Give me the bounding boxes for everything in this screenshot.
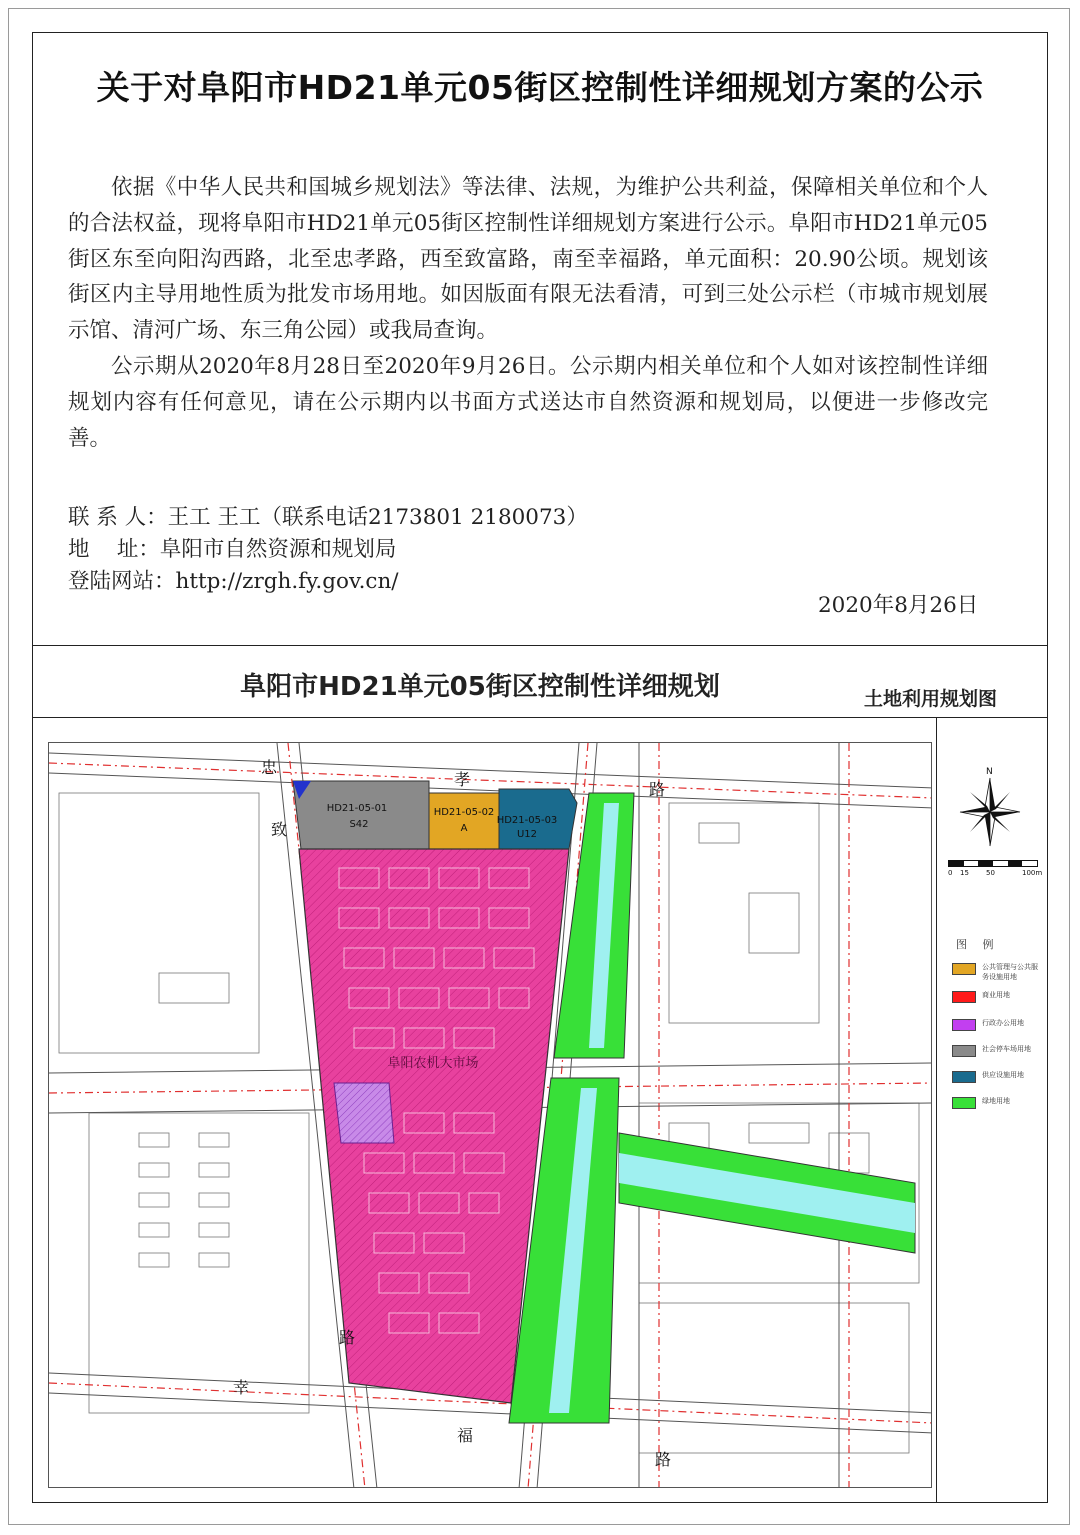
website-row xyxy=(68,566,588,598)
contact-block xyxy=(68,502,588,598)
legend-label: 公共管理与公共服务设施用地 xyxy=(982,963,1038,981)
contact-value: 王工 王工（联系电话2173801 2180073） xyxy=(167,505,588,530)
road-char-north-3: 路 xyxy=(649,780,666,799)
legend-item-admin xyxy=(952,1018,1044,1031)
notice-paragraph-2: 公示期从2020年8月28日至2020年9月26日。公示期内相关单位和个人如对该控制性详细规划内容有任何意见，请在公示期内以书面方式送达市自然资源和规划局，以便进一步修改完善。 xyxy=(68,353,988,451)
road-char-south-1: 幸 xyxy=(233,1378,250,1397)
parcel-1-code: HD21-05-01 xyxy=(326,803,388,814)
parcel-3-use: U12 xyxy=(516,829,538,840)
map-subtitle: 土地利用规划图 xyxy=(864,688,998,710)
map-header-divider xyxy=(32,717,1048,718)
north-arrow-icon xyxy=(958,764,1028,850)
road-char-north-2: 孝 xyxy=(454,770,471,789)
map-title: 阜阳市HD21单元05街区控制性详细规划 xyxy=(240,672,720,702)
notice-body xyxy=(68,170,988,456)
scale-labels xyxy=(948,867,1044,877)
legend-label: 商业用地 xyxy=(982,991,1010,999)
parcel-hd21-05-01 xyxy=(293,781,429,849)
legend-swatch xyxy=(952,1097,976,1109)
legend-swatch xyxy=(952,1019,976,1031)
contact-row xyxy=(68,502,588,534)
map-drawing xyxy=(49,743,932,1488)
parcel-admin-office xyxy=(334,1083,394,1143)
address-label: 地 址： xyxy=(68,537,160,562)
legend-item-utility xyxy=(952,1070,1044,1083)
parcel-1-use: S42 xyxy=(349,819,369,830)
scale-label-100m: 100m xyxy=(1022,869,1043,877)
parcel-2-code: HD21-05-02 xyxy=(433,807,495,818)
road-char-west-3: 路 xyxy=(339,1328,356,1347)
section-divider xyxy=(32,645,1048,646)
parcel-3-code: HD21-05-03 xyxy=(496,815,558,826)
scale-label-15: 15 xyxy=(960,869,969,877)
scale-bar-graphic xyxy=(948,860,1038,867)
website-value[interactable]: http://zrgh.fy.gov.cn/ xyxy=(175,569,399,594)
scale-label-50: 50 xyxy=(986,869,995,877)
compass xyxy=(958,764,1028,854)
legend-title: 图 例 xyxy=(956,938,1000,951)
parcel-2-use: A xyxy=(460,823,468,834)
road-char-north-1: 忠 xyxy=(261,758,278,777)
scale-label-0: 0 xyxy=(948,869,953,877)
legend-item-parking xyxy=(952,1044,1044,1057)
notice-date: 2020年8月26日 xyxy=(818,593,979,618)
road-char-west-1: 致 xyxy=(271,820,288,839)
legend-label: 行政办公用地 xyxy=(982,1019,1024,1027)
address-value: 阜阳市自然资源和规划局 xyxy=(159,537,397,562)
legend-swatch xyxy=(952,991,976,1003)
legend-label: 供应设施用地 xyxy=(982,1071,1024,1079)
legend-label: 绿地用地 xyxy=(982,1097,1010,1105)
legend-item-public xyxy=(952,962,1044,982)
legend-swatch xyxy=(952,1045,976,1057)
parcel-hd21-05-02 xyxy=(429,793,499,849)
legend-item-green xyxy=(952,1096,1044,1109)
market-label: 阜阳农机大市场 xyxy=(387,1056,479,1071)
notice-paragraph-1: 依据《中华人民共和国城乡规划法》等法律、法规，为维护公共利益，保障相关单位和个人的合法权益，现将阜阳市HD21单元05街区控制性详细规划方案进行公示。阜阳市HD21单元05街区东至向阳沟西路，北至忠孝路，西至致富路，南至幸福路，单元面积：20.90公顷。规划该街区内主导用地性质为批发市场用地。如因版面有限无法看清，可到三处公示栏（市城市规划展示馆、清河广场、东三角公园）或我局查询。 xyxy=(68,175,988,344)
scale-bar xyxy=(948,860,1044,877)
notice-title: 关于对阜阳市HD21单元05街区控制性详细规划方案的公示 xyxy=(96,68,984,107)
legend-swatch xyxy=(952,963,976,975)
compass-letter: N xyxy=(986,767,993,777)
road-char-south-3: 路 xyxy=(655,1450,672,1469)
legend-item-commercial xyxy=(952,990,1044,1003)
legend-label: 社会停车场用地 xyxy=(982,1045,1031,1053)
address-row xyxy=(68,534,588,566)
contact-label: 联 系 人： xyxy=(68,505,168,530)
road-char-south-2: 福 xyxy=(457,1426,474,1445)
legend-swatch xyxy=(952,1071,976,1083)
website-label: 登陆网站： xyxy=(68,569,176,594)
land-use-map xyxy=(48,742,932,1488)
